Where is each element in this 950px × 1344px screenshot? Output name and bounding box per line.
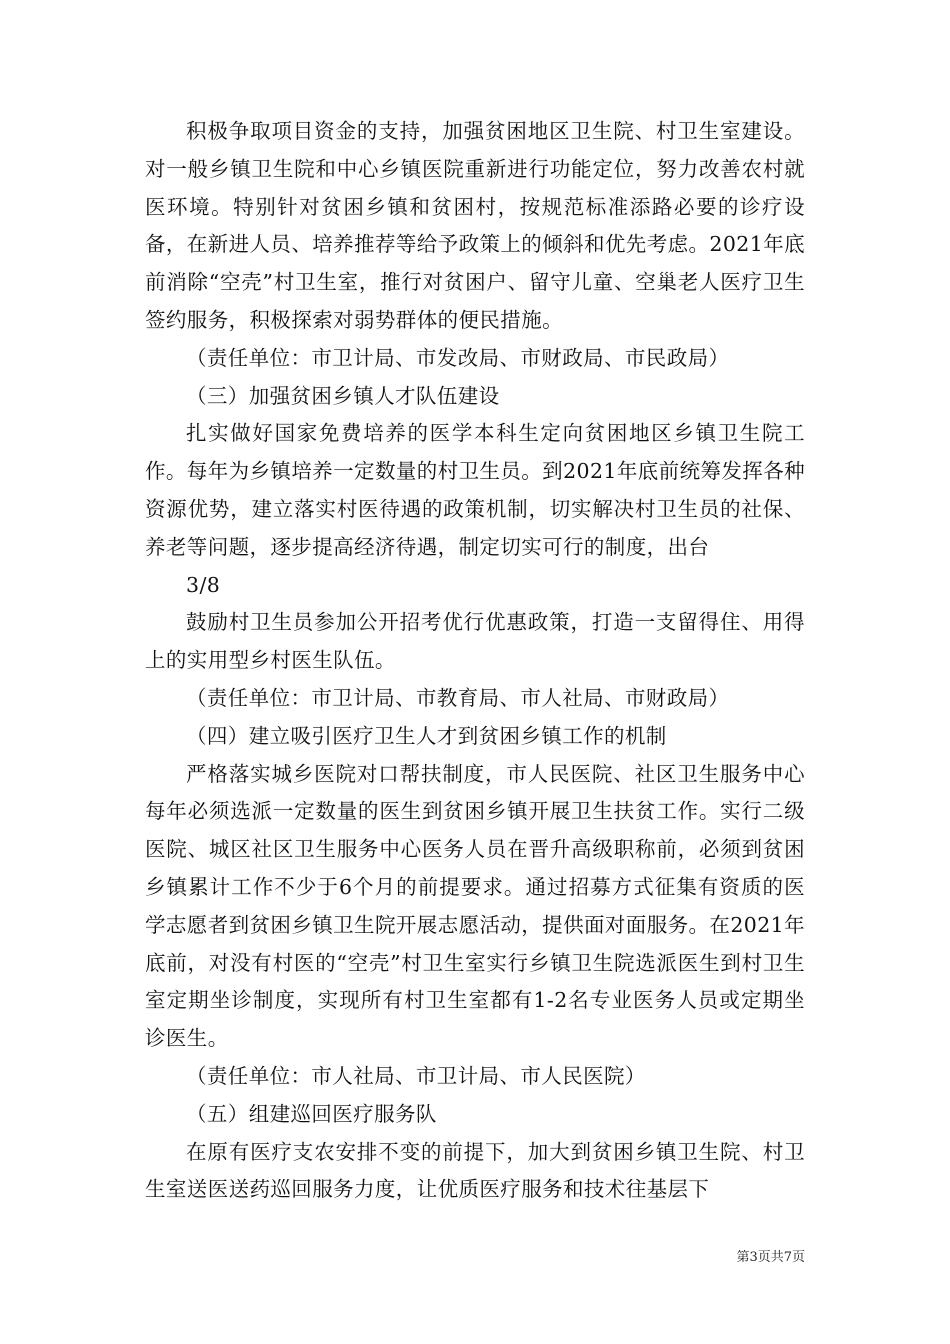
section-heading-4: （四）建立吸引医疗卫生人才到贫困乡镇工作的机制 [186,723,667,748]
responsible-units-2: （责任单位：市卫计局、市教育局、市人社局、市财政局） [186,685,730,710]
document-body [145,113,805,1209]
section-heading-5: （五）组建巡回医疗服务队 [186,1101,437,1126]
paragraph-mobile-medical-team: 在原有医疗支农安排不变的前提下，加大到贫困乡镇卫生院、村卫生室送医送药巡回服务力度，让优质医疗服务和技术往基层下 [145,1139,805,1202]
paragraph-counterpart-assistance: 严格落实城乡医院对口帮扶制度，市人民医院、社区卫生服务中心每年必须选派一定数量的医生到贫困乡镇开展卫生扶贫工作。实行二级医院、城区社区卫生服务中心医务人员在晋升高级职称前，必须到贫困乡镇累计工作不少于6个月的前提要求。通过招募方式征集有资质的医学志愿者到贫困乡镇卫生院开展志愿活动，提供面对面服务。在2021年底前，对没有村医的“空壳”村卫生室实行乡镇卫生院选派医生到村卫生室定期坐诊制度，实现所有村卫生室都有1-2名专业医务人员或定期坐诊医生。 [145,761,805,1051]
paragraph-recruitment: 鼓励村卫生员参加公开招考优行优惠政策，打造一支留得住、用得上的实用型乡村医生队伍。 [145,610,805,673]
responsible-units-3: （责任单位：市人社局、市卫计局、市人民医院） [186,1063,646,1088]
paragraph-talent-training: 扎实做好国家免费培养的医学本科生定向贫困地区乡镇卫生院工作。每年为乡镇培养一定数量的村卫生员。到2021年底前统筹发挥各种资源优势，建立落实村医待遇的政策机制，切实解决村卫生员的社保、养老等问题，逐步提高经济待遇，制定切实可行的制度，出台 [145,421,805,559]
responsible-units-1: （责任单位：市卫计局、市发改局、市财政局、市民政局） [186,345,730,370]
section-heading-3: （三）加强贫困乡镇人才队伍建设 [186,383,500,408]
page-footer: 第3页共7页 [736,1250,805,1265]
inline-page-marker: 3/8 [186,572,221,597]
paragraph-funding-support: 积极争取项目资金的支持，加强贫困地区卫生院、村卫生室建设。对一般乡镇卫生院和中心乡镇医院重新进行功能定位，努力改善农村就医环境。特别针对贫困乡镇和贫困村，按规范标准添路必要的诊疗设备，在新进人员、培养推荐等给予政策上的倾斜和优先考虑。2021年底前消除“空壳”村卫生室，推行对贫困户、留守儿童、空巢老人医疗卫生签约服务，积极探索对弱势群体的便民措施。 [145,119,805,332]
